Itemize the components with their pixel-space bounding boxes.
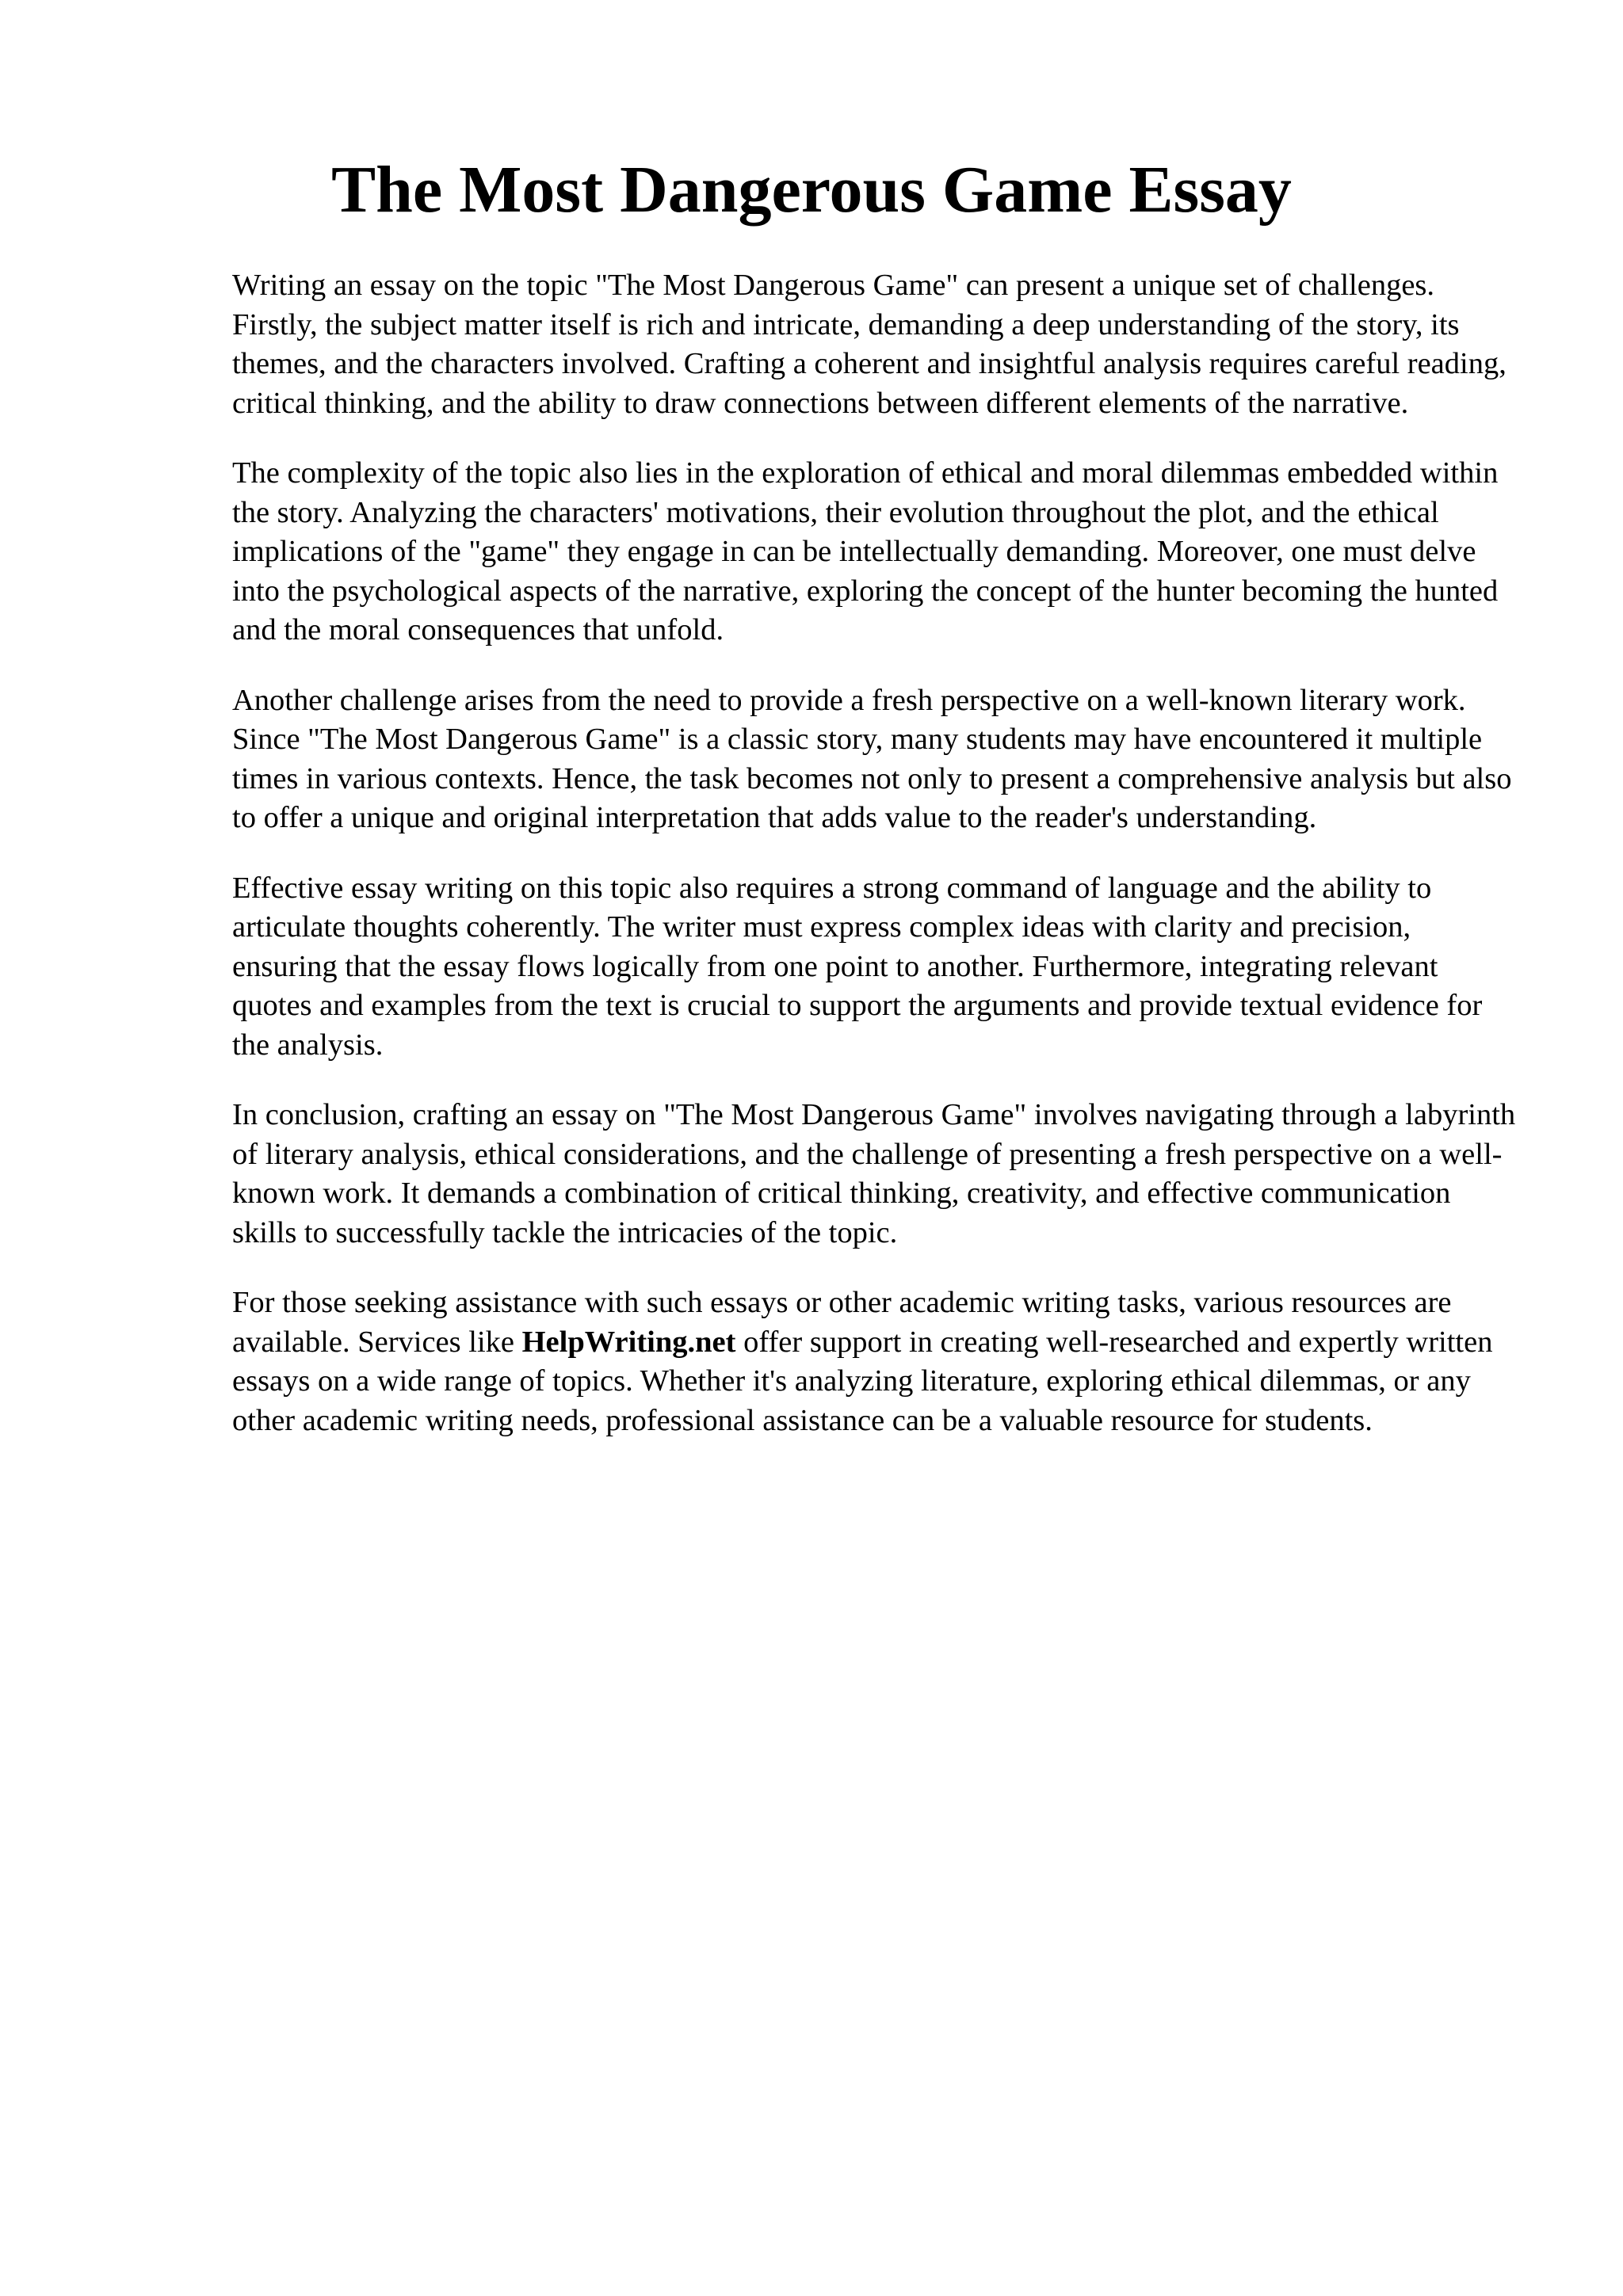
paragraph-intro: Writing an essay on the topic "The Most Dangerous Game" can present a unique set of challenges. Firstly, the subject matter itself is rich and intricate, demanding a deep understanding of the story, its themes, and the characters involved. Crafting a coherent and insightful analysis requires careful reading, critical thinking, and the ability to draw connections between different elements of the narrative. [232, 269, 1507, 420]
paragraph-assistance [232, 1283, 1516, 1440]
paragraph-complexity: The complexity of the topic also lies in the exploration of ethical and moral dilemmas embedded within the story. Analyzing the characters' motivations, their evolution throughout the plot, and the ethical implications of the "game" they engage in can be intellectually demanding. Moreover, one must delve into the psychological aspects of the narrative, exploring the concept of the hunter becoming the hunted and the moral consequences that unfold. [232, 456, 1499, 646]
paragraph-conclusion: In conclusion, crafting an essay on "The Most Dangerous Game" involves navigating through a labyrinth of literary analysis, ethical considerations, and the challenge of presenting a fresh perspective on a well-known work. It demands a combination of critical thinking, creativity, and effective communication skills to successfully tackle the intricacies of the topic. [232, 1098, 1516, 1249]
assistance-text-after: offer support in creating well-researched and expertly written essays on a wide range of topics. Whether it's analyzing literature, exploring ethical dilemmas, or any other academic writing needs, professional assistance can be a valuable resource for students. [232, 1325, 1493, 1437]
essay-body [232, 266, 1516, 1471]
helpwriting-link[interactable]: HelpWriting.net [521, 1325, 736, 1359]
assistance-text-before: For those seeking assistance with such essays or other academic writing tasks, various resources are available. Services like [232, 1286, 1452, 1359]
page-title: The Most Dangerous Game Essay [331, 153, 1292, 227]
paragraph-language: Effective essay writing on this topic also requires a strong command of language and the ability to articulate thoughts coherently. The writer must express complex ideas with clarity and precision, ensuring that the essay flows logically from one point to another. Furthermore, integrating relevant quotes and examples from the text is crucial to support the arguments and provide textual evidence for the analysis. [232, 871, 1483, 1062]
paragraph-fresh-perspective: Another challenge arises from the need to provide a fresh perspective on a well-known literary work. Since "The Most Dangerous Game" is a classic story, many students may have encountered it multiple times in various contexts. Hence, the task becomes not only to present a comprehensive analysis but also to offer a unique and original interpretation that adds value to the reader's understanding. [232, 683, 1512, 834]
